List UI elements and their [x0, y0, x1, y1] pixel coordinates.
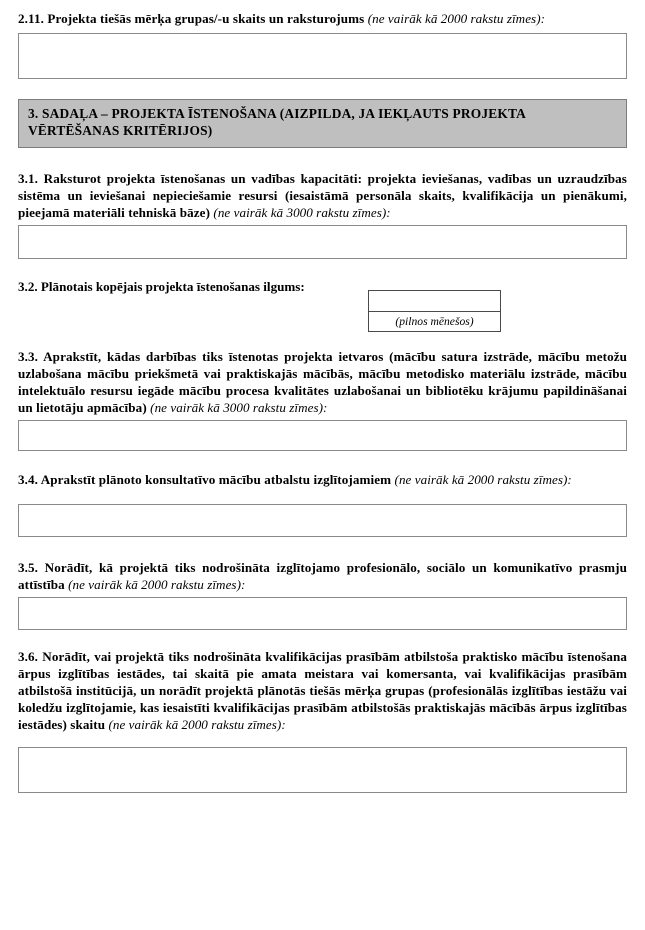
section-3-header — [18, 99, 627, 148]
answer-box-3-5[interactable] — [18, 597, 627, 630]
question-2-11-label — [18, 10, 627, 27]
spacer — [18, 148, 627, 170]
answer-box-3-4[interactable] — [18, 504, 627, 537]
duration-unit-caption: (pilnos mēnešos) — [369, 311, 501, 331]
question-3-5-label — [18, 559, 627, 593]
question-3-3-hint: (ne vairāk kā 3000 rakstu zīmes): — [150, 399, 328, 415]
spacer — [18, 0, 627, 10]
spacer — [18, 488, 627, 504]
answer-box-3-1[interactable] — [18, 225, 627, 259]
question-3-3-text: Aprakstīt, kādas darbības tiks īstenotas projekta ietvaros (mācību satura izstrāde, mācību metožu uzlabošana mācību priekšmetā vai praktiskajās mācībās, mācību metodisko materiālu izstrāde, mācību intelektuālo resursu iegāde mācību procesa kvalitātes uzlabošanai un bibliotēku krājumu papildināšanai un lietotāju apmācība) — [18, 348, 628, 415]
section-3-title-line1: 3. SADAĻA – PROJEKTA ĪSTENOŠANA (AIZPILDA, JA IEKĻAUTS PROJEKTA — [28, 106, 526, 122]
question-3-4-text: Aprakstīt plānoto konsultatīvo mācību atbalstu izglītojamiem — [40, 471, 392, 487]
question-3-3-number: 3.3. — [18, 348, 39, 364]
question-3-6-text: Norādīt, vai projektā tiks nodrošināta kvalifikācijas prasībām atbilstoša praktisko mācību īstenošana ārpus izglītības iestādes, tai skaitā pie amata meistara vai komersanta, vai kvalifikācijas prasībām atbilstošā institūcijā, un norādīt projektā plānotās tiešās mērķa grupas (profesionālās izglītības iestāžu vai koledžu izglītojamie, kas iesaistīti kvalifikācijas prasībām atbilstošās praktiskajās mācībās ārpus izglītības iestādes) skaitu — [18, 648, 627, 733]
question-3-2-row — [18, 277, 627, 332]
spacer — [18, 259, 627, 277]
question-2-11-number: 2.11. — [18, 11, 44, 26]
question-3-1-label — [18, 170, 627, 221]
question-3-1-text: Raksturot projekta īstenošanas un vadības kapacitāti: projekta ieviešanas, vadības un uzraudzības sistēma un ieviešanai nepieciešamie resursi (iesaistāmā personāla skaits, kvalifikācija un pienākumi, pieejamā materiāli tehniskā bāze) — [18, 170, 627, 220]
question-2-11-text: Projekta tiešās mērķa grupas/-u skaits un raksturojums — [47, 11, 365, 26]
spacer — [18, 79, 627, 99]
answer-box-3-6[interactable] — [18, 747, 627, 793]
question-3-2-label — [18, 277, 368, 295]
spacer — [18, 537, 627, 559]
question-3-4-label — [18, 471, 627, 488]
spacer — [18, 733, 627, 747]
question-3-1-number: 3.1. — [18, 170, 39, 186]
question-3-5-hint: (ne vairāk kā 2000 rakstu zīmes): — [68, 576, 246, 592]
question-3-3-label — [18, 348, 627, 416]
duration-value-row — [369, 290, 501, 311]
duration-table — [368, 290, 501, 332]
question-3-6-number: 3.6. — [18, 648, 39, 664]
question-3-4-number: 3.4. — [18, 471, 39, 487]
question-3-1-hint: (ne vairāk kā 3000 rakstu zīmes): — [213, 204, 391, 220]
question-3-2-number: 3.2. — [18, 278, 38, 294]
spacer — [18, 332, 627, 348]
duration-value-cell[interactable] — [369, 290, 501, 311]
answer-box-2-11[interactable] — [18, 33, 627, 79]
question-3-2-text: Plānotais kopējais projekta īstenošanas ilgums: — [40, 278, 305, 294]
question-3-5-number: 3.5. — [18, 559, 39, 575]
spacer — [18, 451, 627, 471]
question-3-4-hint: (ne vairāk kā 2000 rakstu zīmes): — [394, 471, 572, 487]
question-3-5-text: Norādīt, kā projektā tiks nodrošināta izglītojamo profesionālo, sociālo un komunikatīvo prasmju attīstība — [18, 559, 627, 592]
question-2-11-hint: (ne vairāk kā 2000 rakstu zīmes): — [367, 11, 546, 26]
section-3-title-line2: VĒRTĒŠANAS KRITĒRIJOS) — [28, 122, 213, 138]
duration-caption-row — [369, 311, 501, 331]
question-3-6-hint: (ne vairāk kā 2000 rakstu zīmes): — [108, 717, 286, 733]
spacer — [18, 630, 627, 648]
answer-box-3-3[interactable] — [18, 420, 627, 451]
question-3-6-label — [18, 648, 627, 733]
